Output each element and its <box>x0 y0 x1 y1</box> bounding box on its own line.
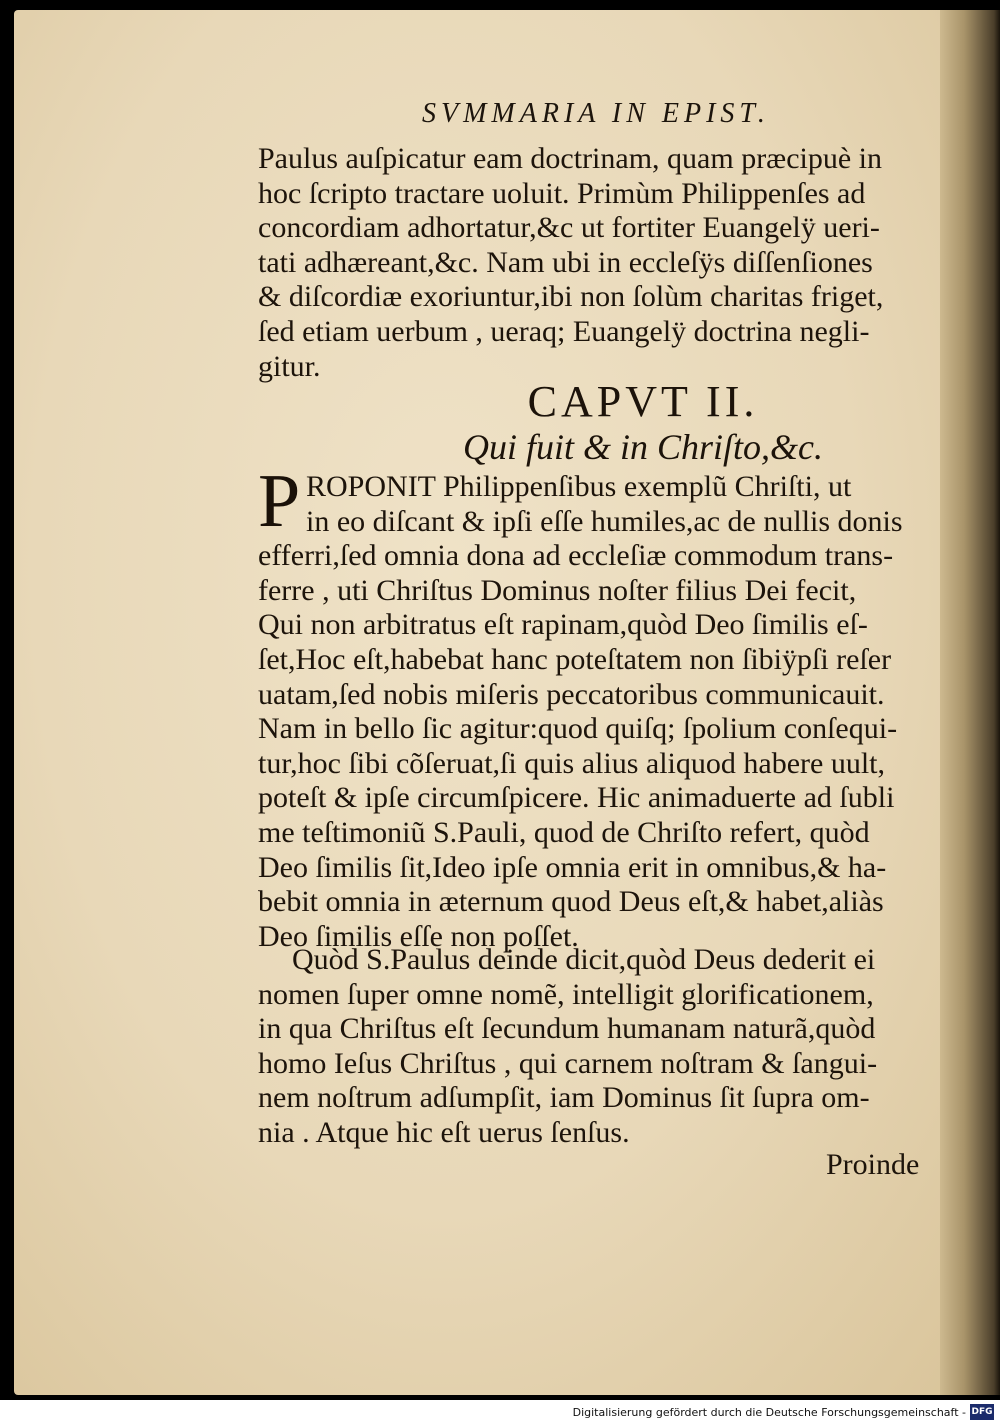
paragraph-intro <box>258 142 948 384</box>
paragraph-final <box>258 943 948 1151</box>
chapter-subtitle: Qui fuit & in Chriſto,&c. <box>462 427 824 467</box>
text-line: bebit omnia in æternum quod Deus eſt,& habet,aliàs <box>258 885 884 919</box>
text-line: ſet,Hoc eſt,habebat hanc poteſtatem non ſibiÿpſi reſer <box>258 642 892 676</box>
chapter-title: CAPVT II. <box>527 377 759 426</box>
footer-credit: Digitalisierung gefördert durch die Deutsche Forschungsgemeinschaft - <box>572 1406 966 1419</box>
text-line: ROPONIT Philippenſibus exemplũ Chriſti, ut <box>306 470 852 503</box>
drop-capital: P <box>258 459 301 543</box>
text-line: Quòd S.Paulus deinde dicit,quòd Deus dederit ei <box>292 943 876 976</box>
text-line: homo Ieſus Chriſtus , qui carnem noſtram & ſangui- <box>258 1046 878 1080</box>
dfg-logo: DFG <box>970 1404 994 1420</box>
text-line: efferri,ſed omnia dona ad eccleſiæ commodum trans- <box>258 539 894 573</box>
text-line: ferre , uti Chriſtus Dominus noſter filius Dei fecit, <box>258 573 857 607</box>
text-line: hoc ſcripto tractare uoluit. Primùm Philippenſes ad <box>258 176 866 210</box>
paragraph-main <box>258 459 948 954</box>
text-line: Deo ſimilis ſit,Ideo ipſe omnia erit in omnibus,& ha- <box>258 850 887 884</box>
running-head: SVMMARIA IN EPIST. <box>422 98 770 129</box>
text-line: Nam in bello ſic agitur:quod quiſq; ſpolium conſequi- <box>258 712 898 746</box>
text-line: Qui non arbitratus eſt rapinam,quòd Deo ſimilis eſ- <box>258 608 868 642</box>
text-line: in eo diſcant & ipſi eſſe humiles,ac de nullis donis <box>306 504 903 538</box>
text-line: uatam,ſed nobis miſeris peccatoribus communicauit. <box>258 677 885 711</box>
book-spine <box>940 10 1000 1395</box>
text-line: nem noſtrum adſumpſit, iam Dominus ſit ſupra om- <box>258 1081 870 1115</box>
text-line: gitur. <box>258 349 321 383</box>
text-line: me teſtimoniũ S.Pauli, quod de Chriſto refert, quòd <box>258 815 870 849</box>
text-line: tati adhæreant,&c. Nam ubi in eccleſÿs diſſenſiones <box>258 245 873 279</box>
text-line: nomen ſuper omne nomẽ, intelligit glorificationem, <box>258 977 874 1011</box>
text-line: concordiam adhortatur,&c ut fortiter Euangelÿ ueri- <box>258 211 880 245</box>
text-line: nia . Atque hic eſt uerus ſenſus. <box>258 1115 630 1149</box>
text-line: poteſt & ipſe circumſpicere. Hic animaduerte ad ſubli <box>258 781 895 815</box>
text-line: & diſcordiæ exoriuntur,ibi non ſolùm charitas friget, <box>258 280 884 314</box>
text-line: Deo ſimilis eſſe non poſſet. <box>258 919 579 953</box>
text-line: in qua Chriſtus eſt ſecundum humanam naturã,quòd <box>258 1012 876 1046</box>
digitization-footer <box>0 1400 1000 1426</box>
text-line: tur,hoc ſibi cõſeruat,ſi quis alius aliquod habere uult, <box>258 746 885 780</box>
text-line: ſed etiam uerbum , ueraq; Euangelÿ doctrina negli- <box>258 314 870 348</box>
text-line: Paulus auſpicatur eam doctrinam, quam præcipuè in <box>258 142 882 175</box>
catchword: Proinde <box>826 1148 920 1181</box>
